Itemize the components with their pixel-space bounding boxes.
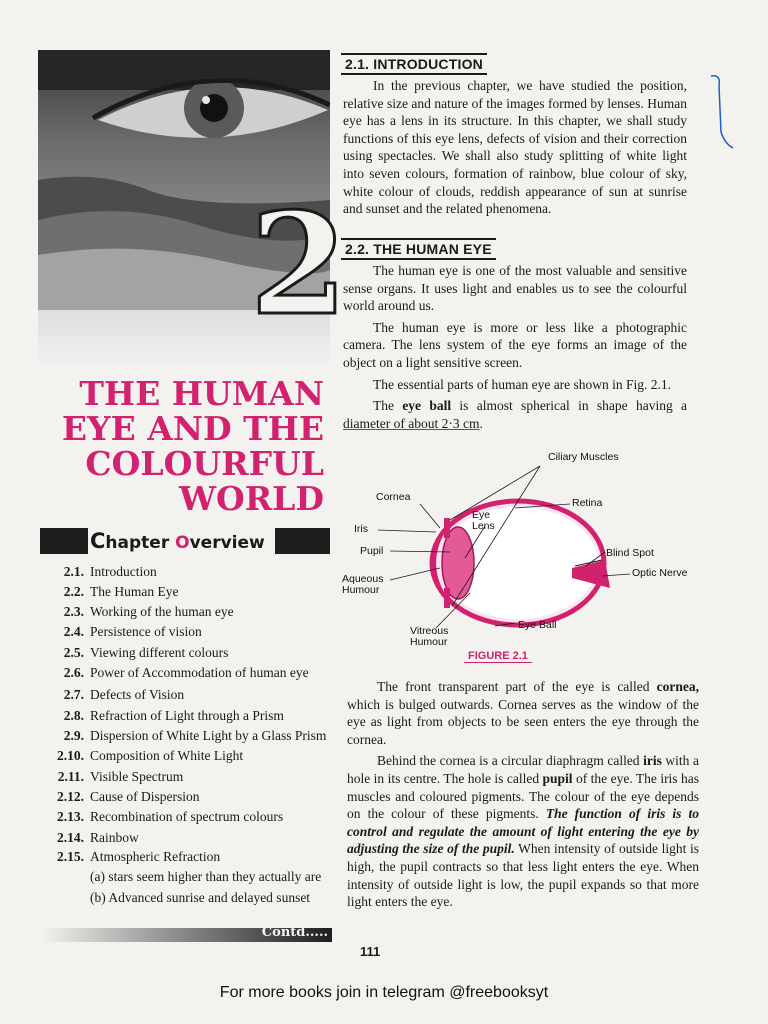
item-text: Power of Accommodation of human eye	[90, 665, 309, 680]
item-number: 2.15.	[57, 849, 84, 864]
list-item	[40, 830, 139, 846]
list-item	[40, 849, 220, 865]
chapter-title-line: THE HUMAN	[79, 374, 324, 413]
item-text: Viewing different colours	[90, 645, 229, 660]
list-item	[40, 789, 199, 805]
item-number: 2.4.	[63, 624, 84, 639]
item-text: Working of the human eye	[90, 604, 234, 619]
overview-label-part: verview	[189, 533, 265, 553]
overview-label	[88, 528, 275, 554]
list-item	[40, 728, 326, 744]
overview-label-part: hapter	[105, 533, 176, 553]
list-item	[40, 604, 234, 620]
item-text: Dispersion of White Light by a Glass Prism	[90, 728, 327, 743]
item-text: Introduction	[90, 564, 157, 579]
list-item	[40, 645, 228, 661]
text-run: of the eye. The iris has muscles and coloured pigments. The colour of the eye depends on the colour of these pigments.	[347, 770, 699, 822]
bold-term-eye-ball: eye ball	[402, 398, 452, 414]
paragraph-text	[343, 397, 687, 432]
human-eye-paragraphs	[343, 262, 687, 432]
text-run: The front transparent part of the eye is called	[377, 679, 657, 694]
label-retina: Retina	[572, 497, 603, 509]
continued-label: Contd.....	[261, 925, 328, 940]
item-number: 2.7.	[63, 687, 84, 702]
paragraph-text: The human eye is one of the most valuable and sensitive sense organs. It uses light and enables us to see the colourful world around us.	[343, 263, 687, 314]
item-text: Visible Spectrum	[90, 769, 184, 784]
item-number: 2.13.	[57, 809, 84, 824]
label-cornea: Cornea	[376, 491, 411, 503]
bold-term-cornea: cornea,	[656, 679, 699, 694]
item-number: 2.12.	[57, 789, 84, 804]
section-heading-human-eye: 2.2. THE HUMAN EYE	[341, 238, 496, 260]
page-number: 111	[360, 944, 381, 959]
item-text: Persistence of vision	[90, 624, 202, 639]
label-iris: Iris	[354, 523, 368, 535]
item-text: Cause of Dispersion	[90, 789, 200, 804]
paragraph-text: The human eye is more or less like a photographic camera. The lens system of the eye forms an image of the object on a light sensitive screen.	[343, 319, 687, 370]
item-text: Defects of Vision	[90, 687, 185, 702]
list-item	[40, 708, 284, 724]
eye-diagram	[340, 448, 700, 668]
label-pupil: Pupil	[360, 545, 384, 557]
paragraph-text	[347, 752, 699, 910]
item-text: Rainbow	[90, 830, 139, 845]
list-item	[40, 624, 202, 640]
list-item	[40, 769, 183, 785]
list-item	[40, 687, 184, 703]
item-number: 2.11.	[57, 769, 84, 784]
underlined-text: diameter of about 2·3 cm	[343, 415, 480, 431]
label-eye-lens: Eye Lens	[472, 509, 495, 532]
text-run: Behind the cornea is a circular diaphragm called	[377, 753, 644, 769]
bold-term-pupil: pupil	[542, 770, 573, 786]
item-number: 2.2.	[63, 584, 84, 599]
text-run: is almost spherical in shape having a	[451, 398, 688, 414]
label-aqueous-humour: Aqueous Humour	[342, 573, 384, 596]
chapter-title-line: COLOURFUL	[85, 444, 324, 483]
label-optic-nerve: Optic Nerve	[632, 567, 688, 579]
label-ciliary-muscles: Ciliary Muscles	[548, 451, 619, 463]
item-number: 2.6.	[63, 665, 84, 680]
list-item	[40, 809, 283, 825]
chapter-title	[24, 376, 324, 516]
emphasised-text: The function of iris is to control and regulate the amount of light entering the eye by adjusting the size of the pupil.	[347, 806, 699, 857]
item-text: Recombination of spectrum colours	[90, 809, 284, 824]
bold-term-iris: iris	[643, 753, 662, 769]
item-number: 2.14.	[57, 830, 84, 845]
item-number: 2.10.	[57, 748, 84, 763]
chapter-title-line: EYE AND THE	[61, 409, 324, 448]
footer-text: For more books join in telegram @freebooksyt	[219, 984, 549, 1001]
text-run: .	[479, 415, 483, 431]
paragraph-text	[347, 678, 699, 748]
item-text: The Human Eye	[90, 584, 179, 599]
label-blind-spot: Blind Spot	[606, 547, 654, 559]
text-run: with a hole in its centre. The hole is called	[347, 753, 699, 786]
label-eye-ball: Eye Ball	[518, 619, 557, 631]
text-run: which is bulged outwards. Cornea serves as the window of the eye as light from objects to be seen enters the eye through the cornea.	[347, 696, 699, 747]
paragraph-text: The essential parts of human eye are shown in Fig. 2.1.	[373, 376, 672, 392]
item-number: 2.8.	[63, 708, 84, 723]
label-vitreous-humour: Vitreous Humour	[410, 625, 449, 648]
paragraph-text: In the previous chapter, we have studied the position, relative size and nature of the images formed by lenses. Human eye has a lens in its structure. In this chapter, we shall study functions of this eye lens, defects of vision and their correction using spectacles. We shall also study splitting of white light into seven colours, formation of rainbow, blue colour of sky, white colour of clouds, reddish appearance of sun at sunrise and sunset and the related phenomena.	[343, 78, 687, 217]
list-subitem: (b) Advanced sunrise and delayed sunset	[90, 890, 311, 905]
text-run: The	[373, 398, 403, 414]
figure-caption: FIGURE 2.1	[464, 650, 532, 663]
pen-bracket-mark	[707, 72, 737, 152]
overview-label-o: O	[175, 533, 190, 553]
item-number: 2.9.	[63, 728, 84, 743]
introduction-paragraph	[343, 77, 687, 218]
section-heading-introduction: 2.1. INTRODUCTION	[341, 53, 487, 75]
list-item	[40, 748, 243, 764]
item-text: Composition of White Light	[90, 748, 244, 763]
item-text: Refraction of Light through a Prism	[90, 708, 284, 723]
text-run: When intensity of outside light is high, the pupil contracts so that less light enters the eye. When intensity of outside light is low, the pupil expands so that more light enters the eye.	[347, 841, 699, 910]
list-item	[40, 584, 178, 600]
list-subitem: (a) stars seem higher than they actually are	[90, 869, 322, 884]
chapter-number: 2	[250, 183, 348, 347]
item-text: Atmospheric Refraction	[90, 849, 221, 864]
item-number: 2.1.	[63, 564, 84, 579]
continued-banner	[42, 925, 332, 942]
list-item	[40, 665, 309, 681]
item-number: 2.5.	[63, 645, 84, 660]
chapter-title-line: WORLD	[178, 479, 324, 518]
overview-label-initial: C	[90, 529, 106, 553]
item-number: 2.3.	[63, 604, 84, 619]
cornea-iris-paragraphs	[347, 678, 699, 911]
list-item	[40, 564, 157, 580]
